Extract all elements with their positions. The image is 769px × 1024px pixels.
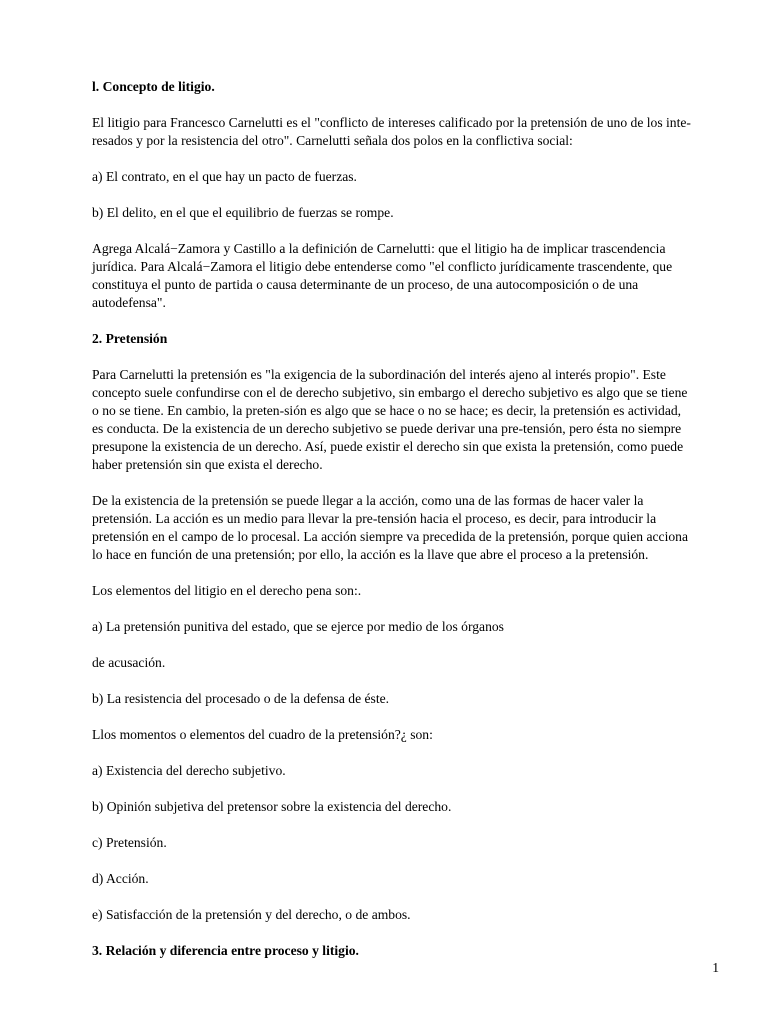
paragraph: De la existencia de la pretensión se puede llegar a la acción, como una de las formas de hacer valer la pretensión. La acción es un medio para llevar la pre-tensión hacia el proceso, es decir, para introducir la pretensión en el campo de lo procesal. La acción siempre va precedida de la pretensión, porque quien acciona lo hace en función de una pretensión; por ello, la acción es la llave que abre el proceso a la pretensión.: [92, 493, 688, 562]
paragraph: b) El delito, en el que el equilibrio de fuerzas se rompe.: [92, 205, 394, 220]
paragraph: Los elementos del litigio en el derecho pena son:.: [92, 583, 362, 598]
document-body: [92, 78, 692, 960]
paragraph: de acusación.: [92, 655, 166, 670]
paragraph: a) El contrato, en el que hay un pacto de fuerzas.: [92, 169, 357, 184]
paragraph: c) Pretensión.: [92, 835, 167, 850]
paragraph: a) La pretensión punitiva del estado, que se ejerce por medio de los órganos: [92, 619, 504, 634]
section-heading: 2. Pretensión: [92, 331, 168, 346]
paragraph: Para Carnelutti la pretensión es "la exigencia de la subordinación del interés ajeno al interés propio". Este concepto suele confundirse con el de derecho subjetivo, sin embargo el derecho subjetivo es algo que se tiene o no se tiene. En cambio, la preten-sión es algo que se hace o no se hace; es decir, la pretensión es actividad, es conducta. De la existencia de un derecho subjetivo se puede derivar una pre-tensión, pero ésta no siempre presupone la existencia de un derecho. Así, puede existir el derecho sin que exista la pretensión, como puede haber pretensión sin que exista el derecho.: [92, 367, 688, 472]
paragraph: b) La resistencia del procesado o de la defensa de éste.: [92, 691, 390, 706]
section-heading: 3. Relación y diferencia entre proceso y litigio.: [92, 943, 359, 958]
paragraph: a) Existencia del derecho subjetivo.: [92, 763, 286, 778]
section-heading: l. Concepto de litigio.: [92, 79, 215, 94]
paragraph: Agrega Alcalá−Zamora y Castillo a la definición de Carnelutti: que el litigio ha de implicar trascendencia jurídica. Para Alcalá−Zamora el litigio debe entenderse como "el conflicto jurídicamente trascendente, que constituya el punto de partida o causa determinante de un proceso, de una autocomposición o de una autodefensa".: [92, 241, 673, 310]
paragraph: d) Acción.: [92, 871, 149, 886]
paragraph: b) Opinión subjetiva del pretensor sobre la existencia del derecho.: [92, 799, 452, 814]
paragraph: Llos momentos o elementos del cuadro de la pretensión?¿ son:: [92, 727, 433, 742]
paragraph: El litigio para Francesco Carnelutti es el "conflicto de intereses calificado por la pretensión de uno de los inte-resados y por la resistencia del otro". Carnelutti señala dos polos en la conflictiva social:: [92, 115, 691, 148]
paragraph: e) Satisfacción de la pretensión y del derecho, o de ambos.: [92, 907, 411, 922]
page-number: 1: [712, 960, 719, 975]
